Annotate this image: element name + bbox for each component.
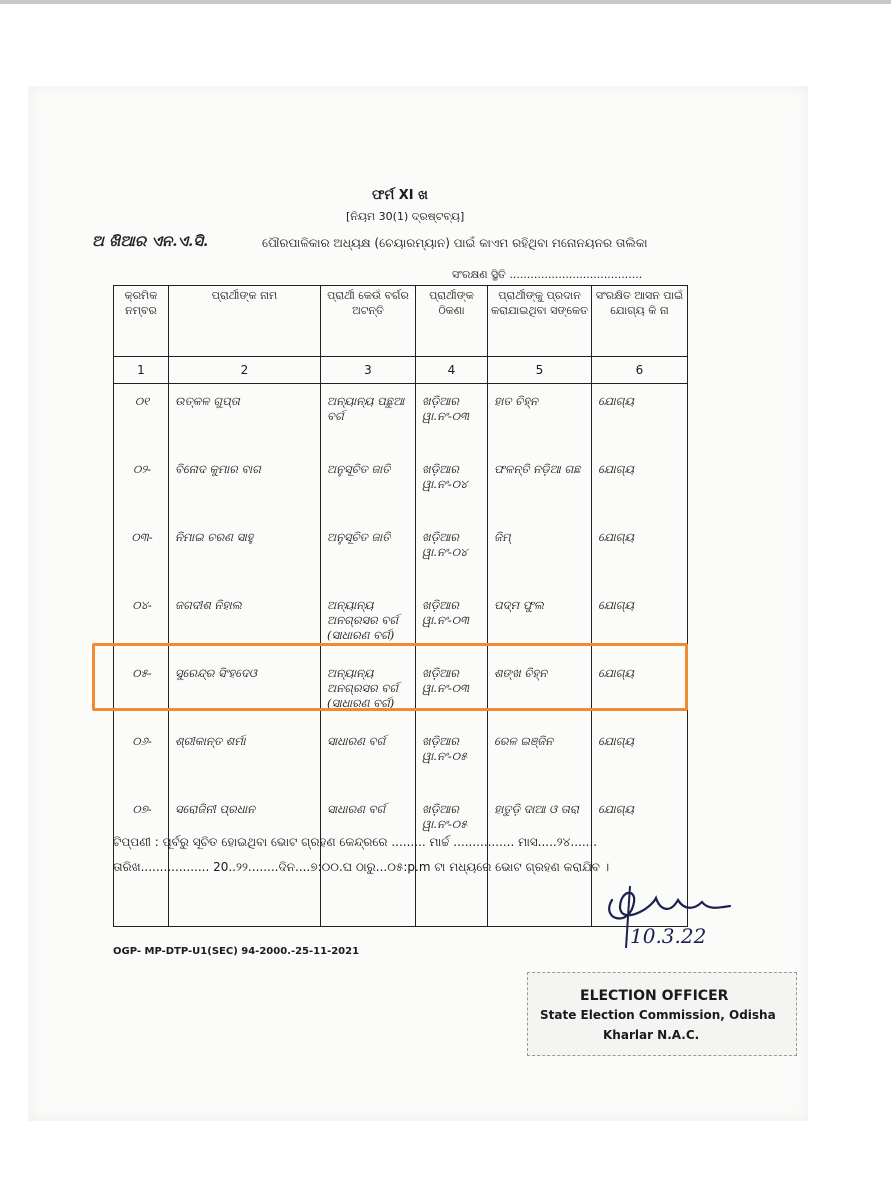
table-row	[114, 452, 688, 520]
top-border	[0, 0, 891, 4]
col-header-eligible: ସଂରକ୍ଷିତ ଆସନ ପାଇଁ ଯୋଗ୍ୟ କି ନା	[592, 286, 688, 357]
cell-symbol: ହାତ ଚିହ୍ନ	[488, 384, 592, 453]
col-header-symbol: ପ୍ରାର୍ଥୀଙ୍କୁ ପ୍ରଦାନ କରାଯାଇଥିବା ସଙ୍କେତ	[488, 286, 592, 357]
cell-category: ଅନ୍ୟାନ୍ୟ ଅନଗ୍ରସର ବର୍ଗ (ସାଧାରଣ ବର୍ଗ)	[321, 588, 416, 656]
col-number: 1	[114, 357, 169, 384]
cell-symbol: ରେଳ ଇଞ୍ଜିନ	[488, 724, 592, 792]
col-number: 3	[321, 357, 416, 384]
cell-category: ଅନୁସୂଚିତ ଜାତି	[321, 520, 416, 588]
cell-eligible: ଯୋଗ୍ୟ	[592, 724, 688, 792]
table-row-highlighted	[114, 724, 688, 792]
cell-eligible: ଯୋଗ୍ୟ	[592, 452, 688, 520]
col-number: 4	[416, 357, 488, 384]
cell-name: ଜଗଦୀଶ ନିହାଲ	[169, 588, 321, 656]
form-code: OGP- MP-DTP-U1(SEC) 94-2000.-25-11-2021	[113, 946, 360, 957]
cell-symbol: ହାତୁଡ଼ି ଦାଆ ଓ ତାରା	[488, 792, 592, 860]
cell-name: ଶ୍ରୀକାନ୍ତ ଶର୍ମା	[169, 724, 321, 792]
cell-serial: ୦୧	[114, 384, 169, 453]
stamp-line-2: State Election Commission, Odisha	[540, 1008, 776, 1022]
highlight-box	[92, 643, 688, 711]
cell-symbol: ପଦ୍ମ ଫୁଲ	[488, 588, 592, 656]
note-line-2: ତାରିଖ.................. 20..୨୨........ଦିନ....୭:୦୦.ଘ ଠାରୁ...୦୫:p.m ଟା ମଧ୍ୟରେ ଭୋଟ ଗ୍ରହଣ କରାଯିବ ।	[113, 860, 610, 874]
cell-eligible: ଯୋଗ୍ୟ	[592, 520, 688, 588]
col-number: 2	[169, 357, 321, 384]
cell-address: ଖଡ଼ିଆର ୱା.ନଂ-୦୫	[416, 724, 488, 792]
note-line-1: ଟିପ୍ପଣୀ : ପୂର୍ବରୁ ସୂଚିତ ହୋଇଥିବା ଭୋଟ ଗ୍ରହଣ କେନ୍ଦ୍ରରେ ......... ମାର୍ଚ୍ଚ ................ ମାସ.....୨୪.......	[113, 835, 598, 849]
cell-eligible: ଯୋଗ୍ୟ	[592, 656, 688, 724]
column-number-row	[114, 357, 688, 384]
rule-reference: [ନିୟମ 30(1) ଦ୍ରଷ୍ଟବ୍ୟ]	[346, 210, 465, 223]
cell-serial: ୦୪-	[114, 588, 169, 656]
cell-category: ଅନ୍ୟାନ୍ୟ ଅନଗ୍ରସର ବର୍ଗ (ସାଧାରଣ ବର୍ଗ)	[321, 656, 416, 724]
cell-category: ସାଧାରଣ ବର୍ଗ	[321, 724, 416, 792]
cell-address: ଖଡ଼ିଆର ୱା.ନଂ-୦୩	[416, 656, 488, 724]
cell-category: ଅନ୍ୟାନ୍ୟ ପଛୁଆ ବର୍ଗ	[321, 384, 416, 453]
cell-category: ଅନୁସୂଚିତ ଜାତି	[321, 452, 416, 520]
cell-name: ସୁରେନ୍ଦ୍ର ସିଂହଦେଓ	[169, 656, 321, 724]
cell-address: ଖଡ଼ିଆର ୱା.ନଂ-୦୪	[416, 520, 488, 588]
cell-address: ଖଡ଼ିଆର ୱା.ନଂ-୦୫	[416, 792, 488, 860]
col-header-name: ପ୍ରାର୍ଥୀଙ୍କ ନାମ	[169, 286, 321, 357]
form-title: ଫର୍ମ XI ଖ	[372, 188, 428, 203]
cell-symbol: ଶଙ୍ଖ ଚିହ୍ନ	[488, 656, 592, 724]
cell-serial: ୦୫-	[114, 656, 169, 724]
cell-eligible: ଯୋଗ୍ୟ	[592, 384, 688, 453]
cell-name: ବିନୋଦ କୁମାର ବାଗ	[169, 452, 321, 520]
col-header-category: ପ୍ରାର୍ଥୀ କେଉଁ ବର୍ଗର ଅଟନ୍ତି	[321, 286, 416, 357]
table-row	[114, 520, 688, 588]
cell-eligible: ଯୋଗ୍ୟ	[592, 588, 688, 656]
reservation-status: ସଂରକ୍ଷଣ ସ୍ଥିତି ......................................	[452, 268, 643, 281]
cell-serial: ୦୨-	[114, 452, 169, 520]
cell-name: ନିମାଇ ଚରଣ ସାହୁ	[169, 520, 321, 588]
stamp-line-3: Kharlar N.A.C.	[603, 1028, 700, 1042]
table-header-row	[114, 286, 688, 357]
candidates-table	[113, 285, 688, 927]
cell-serial: ୦୭-	[114, 792, 169, 860]
cell-category: ସାଧାରଣ ବର୍ଗ	[321, 792, 416, 860]
cell-symbol: ଜିମ୍	[488, 520, 592, 588]
cell-name: ସରୋଜିନୀ ପ୍ରଧାନ	[169, 792, 321, 860]
cell-address: ଖଡ଼ିଆର ୱା.ନଂ-୦୩	[416, 384, 488, 453]
col-number: 6	[592, 357, 688, 384]
cell-eligible: ଯୋଗ୍ୟ	[592, 792, 688, 860]
col-header-serial: କ୍ରମିକ ନମ୍ବର	[114, 286, 169, 357]
cell-serial: ୦୬-	[114, 724, 169, 792]
document-heading: ପୌରପାଳିକାର ଅଧ୍ୟକ୍ଷ (ଚେୟାରମ୍ୟାନ) ପାଇଁ କାଏମ ରହିଥିବା ମନୋନୟନର ତାଲିକା	[262, 236, 648, 250]
cell-symbol: ଫଳନ୍ତି ନଡ଼ିଆ ଗଛ	[488, 452, 592, 520]
col-number: 5	[488, 357, 592, 384]
stamp-line-1: ELECTION OFFICER	[580, 988, 729, 1004]
col-header-address: ପ୍ରାର୍ଥୀଙ୍କ ଠିକଣା	[416, 286, 488, 357]
table-row	[114, 384, 688, 453]
signature-date: 10.3.22	[630, 924, 707, 948]
cell-address: ଖଡ଼ିଆର ୱା.ନଂ-୦୪	[416, 452, 488, 520]
handwritten-municipality: ଅ ଖିଆର ଏନ.ଏ.ସି.	[92, 232, 209, 250]
cell-serial: ୦୩-	[114, 520, 169, 588]
cell-address: ଖଡ଼ିଆର ୱା.ନଂ-୦୩	[416, 588, 488, 656]
cell-name: ଉତ୍କଳ ଗୁପ୍ତା	[169, 384, 321, 453]
